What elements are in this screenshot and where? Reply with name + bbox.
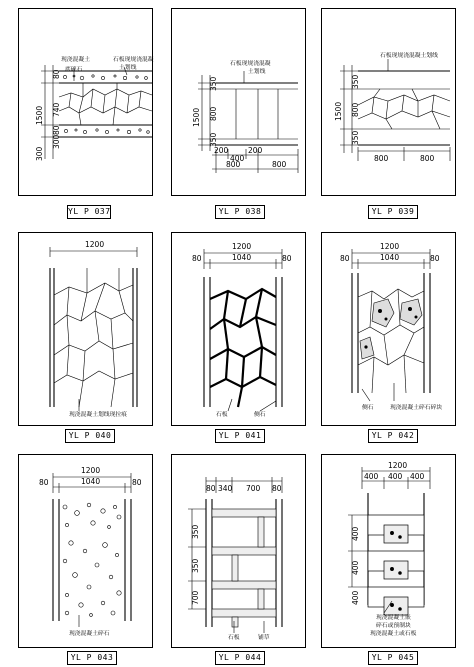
panel-caption: YL P 045 xyxy=(368,651,418,665)
note-text: 土划线 xyxy=(119,65,137,71)
dim-label: 340 xyxy=(218,484,233,493)
panel-caption: YL P 038 xyxy=(215,205,265,219)
dim-label: 400 xyxy=(351,526,360,541)
dim-label: 300 xyxy=(35,146,44,161)
dim-label: 800 xyxy=(209,106,218,121)
gravel-infill-pattern xyxy=(360,299,422,359)
note-text: 侧石 xyxy=(254,412,266,418)
note-text: 现浇混凝土或石板 xyxy=(370,631,417,637)
dim-label: 1040 xyxy=(380,253,400,262)
panel-caption: YL P 041 xyxy=(215,429,265,443)
note-text: 现浇混凝土划线现拉痕 xyxy=(69,412,127,418)
dim-label: 80 xyxy=(282,254,292,263)
note-text: 现浇混凝土碎石碎块 xyxy=(390,405,443,411)
diagram-043 xyxy=(19,455,154,649)
dim-label: 400 xyxy=(351,590,360,605)
note-text: 碎石或预制块 xyxy=(376,623,411,629)
dim-label: 800 xyxy=(420,154,435,163)
panel-040 xyxy=(18,232,153,440)
dim-label: 80 xyxy=(39,478,49,487)
panel-caption: YL P 042 xyxy=(368,429,418,443)
note-text: 现浇混凝土嵌 xyxy=(376,615,411,621)
dim-label: 1200 xyxy=(85,240,105,249)
dim-label: 350 xyxy=(209,76,218,91)
dim-label: 350 xyxy=(191,524,200,539)
dim-label: 1200 xyxy=(380,242,400,251)
diagram-040 xyxy=(19,233,154,427)
panel-042 xyxy=(321,232,456,440)
panel-043 xyxy=(18,454,153,662)
dim-label: 800 xyxy=(226,160,241,169)
panel-caption: YL P 044 xyxy=(215,651,265,665)
panel-caption: YL P 037 xyxy=(67,205,111,219)
dim-label: 200 xyxy=(214,146,229,155)
dim-label: 700 xyxy=(246,484,261,493)
gravel-pattern xyxy=(63,503,121,616)
diagram-037 xyxy=(19,9,154,197)
note-text: 石板 xyxy=(228,635,240,641)
panel-041 xyxy=(171,232,306,440)
dim-label: 400 xyxy=(364,472,379,481)
dim-label: 350 xyxy=(351,130,360,145)
diagram-044 xyxy=(172,455,307,649)
crazy-paving-pattern xyxy=(54,268,133,407)
panel-044 xyxy=(171,454,306,662)
panel-037 xyxy=(18,8,154,216)
note-text: 石板现规浇混凝 xyxy=(230,61,271,67)
dim-label: 1500 xyxy=(334,101,343,121)
dim-label: 80 xyxy=(430,254,440,263)
dim-label: 300 xyxy=(52,134,61,149)
dim-label: 400 xyxy=(410,472,425,481)
dim-label: 1500 xyxy=(192,107,201,127)
panel-045 xyxy=(321,454,456,662)
panel-caption: YL P 043 xyxy=(67,651,117,665)
panel-039 xyxy=(321,8,456,216)
note-text: 铺草 xyxy=(258,635,270,641)
dim-label: 1200 xyxy=(388,461,408,470)
dim-label: 1200 xyxy=(81,466,101,475)
dim-label: 80 xyxy=(52,69,61,79)
block-grid xyxy=(368,515,424,615)
diagram-041 xyxy=(172,233,307,427)
dim-label: 80 xyxy=(206,484,216,493)
diagram-038 xyxy=(172,9,307,197)
dim-label: 700 xyxy=(191,590,200,605)
dim-label: 400 xyxy=(230,154,245,163)
note-text: 现浇混凝土碎石 xyxy=(69,631,110,637)
panel-caption: YL P 040 xyxy=(65,429,115,443)
note-text: 现浇混凝土 xyxy=(61,57,90,63)
dim-label: 80 xyxy=(132,478,142,487)
note-text: 土划线 xyxy=(248,69,266,75)
dim-label: 400 xyxy=(388,472,403,481)
dim-label: 350 xyxy=(209,132,218,147)
dim-label: 80 xyxy=(192,254,202,263)
dim-label: 200 xyxy=(248,146,263,155)
dim-label: 80 xyxy=(52,125,61,135)
diagram-039 xyxy=(322,9,457,197)
dim-label: 1040 xyxy=(81,477,101,486)
dim-label: 800 xyxy=(351,102,360,117)
dim-label: 350 xyxy=(351,74,360,89)
stone-slab-pattern xyxy=(210,289,276,407)
crazy-paving-pattern xyxy=(358,89,450,129)
dim-label: 80 xyxy=(340,254,350,263)
dim-label: 400 xyxy=(351,560,360,575)
dim-label: 80 xyxy=(272,484,282,493)
crazy-paving-pattern xyxy=(59,83,152,125)
dim-label: 1040 xyxy=(232,253,252,262)
dim-label: 350 xyxy=(191,558,200,573)
dim-label: 800 xyxy=(374,154,389,163)
panel-038 xyxy=(171,8,306,216)
diagram-042 xyxy=(322,233,457,427)
dim-label: 1500 xyxy=(35,105,44,125)
note-text: 石板现规浇混凝 xyxy=(113,57,154,63)
dim-label: 800 xyxy=(272,160,287,169)
diagram-045 xyxy=(322,455,457,649)
brick-pattern xyxy=(212,509,276,627)
dim-label: 1200 xyxy=(232,242,252,251)
note-text: 石板 xyxy=(216,412,228,418)
note-text: 侧石 xyxy=(362,405,374,411)
dim-label: 740 xyxy=(52,102,61,117)
note-text: 石板现规浇混凝土划线 xyxy=(380,53,438,59)
panel-caption: YL P 039 xyxy=(368,205,418,219)
note-text: 底碎石 xyxy=(65,67,83,73)
